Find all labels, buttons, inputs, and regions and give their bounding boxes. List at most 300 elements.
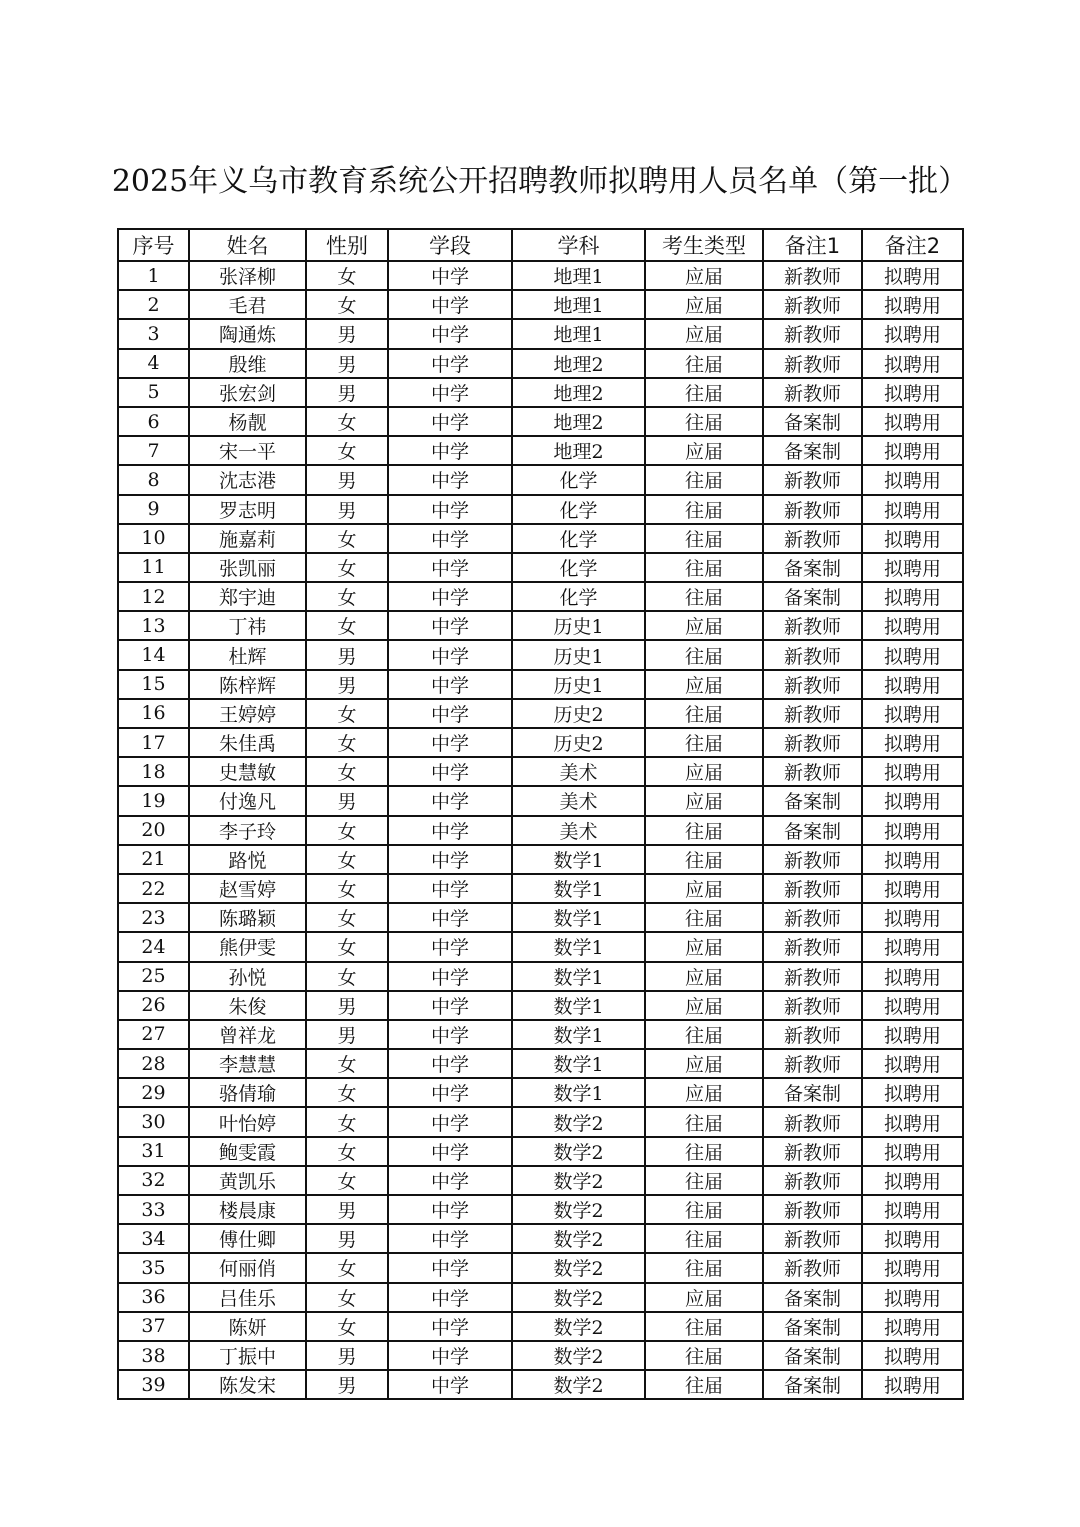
cell-candidate-type: 往届 [645, 728, 763, 757]
cell-subject: 数学2 [512, 1283, 645, 1312]
cell-index: 36 [118, 1283, 189, 1312]
cell-name: 黄凯乐 [189, 1166, 306, 1195]
cell-stage: 中学 [388, 1253, 512, 1282]
cell-note1: 新教师 [763, 1020, 862, 1049]
cell-note1: 新教师 [763, 1049, 862, 1078]
cell-note1: 新教师 [763, 728, 862, 757]
cell-note2: 拟聘用 [862, 349, 963, 378]
cell-note2: 拟聘用 [862, 1078, 963, 1107]
column-header-note2: 备注2 [862, 229, 963, 261]
cell-subject: 数学1 [512, 903, 645, 932]
cell-note1: 新教师 [763, 378, 862, 407]
cell-gender: 男 [306, 1370, 388, 1399]
cell-note1: 新教师 [763, 1137, 862, 1166]
cell-stage: 中学 [388, 465, 512, 494]
cell-name: 孙悦 [189, 962, 306, 991]
cell-note2: 拟聘用 [862, 582, 963, 611]
table-row [118, 611, 963, 640]
cell-note2: 拟聘用 [862, 319, 963, 348]
cell-index: 21 [118, 845, 189, 874]
cell-gender: 女 [306, 524, 388, 553]
cell-subject: 数学1 [512, 874, 645, 903]
cell-note2: 拟聘用 [862, 816, 963, 845]
cell-index: 10 [118, 524, 189, 553]
table-row [118, 349, 963, 378]
table-row [118, 640, 963, 669]
cell-index: 12 [118, 582, 189, 611]
cell-index: 16 [118, 699, 189, 728]
cell-index: 15 [118, 670, 189, 699]
cell-index: 33 [118, 1195, 189, 1224]
cell-stage: 中学 [388, 757, 512, 786]
cell-candidate-type: 往届 [645, 1107, 763, 1136]
cell-note1: 备案制 [763, 436, 862, 465]
cell-note1: 新教师 [763, 699, 862, 728]
cell-stage: 中学 [388, 1283, 512, 1312]
cell-name: 赵雪婷 [189, 874, 306, 903]
cell-candidate-type: 往届 [645, 816, 763, 845]
cell-gender: 女 [306, 932, 388, 961]
cell-candidate-type: 往届 [645, 1224, 763, 1253]
cell-index: 17 [118, 728, 189, 757]
cell-subject: 化学 [512, 524, 645, 553]
cell-name: 李子玲 [189, 816, 306, 845]
cell-index: 1 [118, 261, 189, 290]
cell-note1: 新教师 [763, 1166, 862, 1195]
cell-stage: 中学 [388, 816, 512, 845]
cell-stage: 中学 [388, 728, 512, 757]
cell-candidate-type: 往届 [645, 495, 763, 524]
table-row [118, 436, 963, 465]
cell-subject: 数学2 [512, 1107, 645, 1136]
cell-candidate-type: 应届 [645, 436, 763, 465]
cell-stage: 中学 [388, 407, 512, 436]
cell-subject: 数学1 [512, 1020, 645, 1049]
table-row [118, 1370, 963, 1399]
cell-index: 9 [118, 495, 189, 524]
column-header-gender: 性别 [306, 229, 388, 261]
cell-note1: 新教师 [763, 319, 862, 348]
cell-subject: 美术 [512, 786, 645, 815]
cell-index: 7 [118, 436, 189, 465]
cell-index: 31 [118, 1137, 189, 1166]
cell-gender: 男 [306, 349, 388, 378]
table-row [118, 874, 963, 903]
cell-candidate-type: 应届 [645, 932, 763, 961]
cell-note2: 拟聘用 [862, 290, 963, 319]
cell-subject: 历史2 [512, 728, 645, 757]
cell-subject: 地理1 [512, 261, 645, 290]
cell-index: 25 [118, 962, 189, 991]
cell-name: 傅仕卿 [189, 1224, 306, 1253]
cell-index: 22 [118, 874, 189, 903]
cell-name: 杜辉 [189, 640, 306, 669]
cell-subject: 地理1 [512, 319, 645, 348]
table-row [118, 378, 963, 407]
cell-candidate-type: 往届 [645, 465, 763, 494]
cell-candidate-type: 往届 [645, 553, 763, 582]
cell-note2: 拟聘用 [862, 845, 963, 874]
cell-subject: 地理2 [512, 407, 645, 436]
cell-gender: 女 [306, 757, 388, 786]
cell-note2: 拟聘用 [862, 553, 963, 582]
cell-note2: 拟聘用 [862, 1049, 963, 1078]
cell-gender: 女 [306, 728, 388, 757]
cell-subject: 化学 [512, 495, 645, 524]
cell-stage: 中学 [388, 1312, 512, 1341]
cell-gender: 男 [306, 786, 388, 815]
cell-note2: 拟聘用 [862, 1341, 963, 1370]
header-row [118, 229, 963, 261]
cell-stage: 中学 [388, 261, 512, 290]
cell-index: 19 [118, 786, 189, 815]
cell-stage: 中学 [388, 524, 512, 553]
cell-index: 2 [118, 290, 189, 319]
cell-stage: 中学 [388, 962, 512, 991]
cell-gender: 女 [306, 1049, 388, 1078]
cell-note1: 新教师 [763, 640, 862, 669]
cell-note2: 拟聘用 [862, 1224, 963, 1253]
cell-gender: 女 [306, 816, 388, 845]
cell-index: 39 [118, 1370, 189, 1399]
cell-note2: 拟聘用 [862, 524, 963, 553]
table-row [118, 1312, 963, 1341]
cell-index: 27 [118, 1020, 189, 1049]
cell-subject: 化学 [512, 553, 645, 582]
table-row [118, 261, 963, 290]
cell-candidate-type: 应届 [645, 319, 763, 348]
cell-index: 5 [118, 378, 189, 407]
cell-subject: 数学2 [512, 1166, 645, 1195]
cell-note1: 新教师 [763, 349, 862, 378]
cell-gender: 男 [306, 1224, 388, 1253]
cell-candidate-type: 往届 [645, 845, 763, 874]
cell-subject: 化学 [512, 582, 645, 611]
cell-note1: 新教师 [763, 757, 862, 786]
cell-note2: 拟聘用 [862, 728, 963, 757]
table-row [118, 524, 963, 553]
cell-gender: 女 [306, 407, 388, 436]
cell-subject: 数学1 [512, 845, 645, 874]
cell-subject: 数学2 [512, 1137, 645, 1166]
cell-note1: 备案制 [763, 1341, 862, 1370]
cell-name: 陈梓辉 [189, 670, 306, 699]
cell-index: 11 [118, 553, 189, 582]
cell-gender: 男 [306, 1341, 388, 1370]
cell-stage: 中学 [388, 319, 512, 348]
cell-name: 路悦 [189, 845, 306, 874]
cell-index: 6 [118, 407, 189, 436]
cell-note1: 备案制 [763, 1312, 862, 1341]
cell-gender: 男 [306, 319, 388, 348]
cell-name: 殷维 [189, 349, 306, 378]
table-row [118, 1107, 963, 1136]
cell-index: 30 [118, 1107, 189, 1136]
cell-subject: 地理2 [512, 436, 645, 465]
cell-note2: 拟聘用 [862, 1312, 963, 1341]
cell-name: 叶怡婷 [189, 1107, 306, 1136]
cell-subject: 地理2 [512, 349, 645, 378]
cell-stage: 中学 [388, 290, 512, 319]
table-row [118, 903, 963, 932]
cell-name: 罗志明 [189, 495, 306, 524]
cell-candidate-type: 往届 [645, 524, 763, 553]
table-row [118, 1137, 963, 1166]
cell-note1: 新教师 [763, 670, 862, 699]
cell-note1: 备案制 [763, 816, 862, 845]
cell-index: 35 [118, 1253, 189, 1282]
cell-gender: 女 [306, 1166, 388, 1195]
cell-stage: 中学 [388, 903, 512, 932]
cell-candidate-type: 应届 [645, 1078, 763, 1107]
cell-stage: 中学 [388, 786, 512, 815]
table-row [118, 1020, 963, 1049]
cell-subject: 数学2 [512, 1253, 645, 1282]
table-row [118, 465, 963, 494]
cell-note2: 拟聘用 [862, 611, 963, 640]
cell-note2: 拟聘用 [862, 1195, 963, 1224]
cell-note1: 新教师 [763, 874, 862, 903]
cell-note2: 拟聘用 [862, 1370, 963, 1399]
cell-name: 张宏剑 [189, 378, 306, 407]
cell-subject: 数学2 [512, 1370, 645, 1399]
cell-gender: 女 [306, 903, 388, 932]
cell-stage: 中学 [388, 1137, 512, 1166]
cell-note1: 新教师 [763, 261, 862, 290]
cell-gender: 男 [306, 670, 388, 699]
cell-gender: 女 [306, 845, 388, 874]
cell-note1: 新教师 [763, 495, 862, 524]
cell-note1: 新教师 [763, 611, 862, 640]
cell-candidate-type: 应届 [645, 962, 763, 991]
cell-subject: 数学1 [512, 962, 645, 991]
cell-name: 陶通炼 [189, 319, 306, 348]
cell-stage: 中学 [388, 991, 512, 1020]
table-row [118, 786, 963, 815]
cell-stage: 中学 [388, 611, 512, 640]
cell-note2: 拟聘用 [862, 436, 963, 465]
cell-name: 王婷婷 [189, 699, 306, 728]
cell-note2: 拟聘用 [862, 1166, 963, 1195]
cell-stage: 中学 [388, 845, 512, 874]
table-row [118, 582, 963, 611]
table-row [118, 728, 963, 757]
cell-index: 18 [118, 757, 189, 786]
cell-stage: 中学 [388, 1166, 512, 1195]
cell-stage: 中学 [388, 349, 512, 378]
cell-candidate-type: 应届 [645, 786, 763, 815]
cell-note1: 新教师 [763, 845, 862, 874]
cell-candidate-type: 往届 [645, 378, 763, 407]
cell-name: 付逸凡 [189, 786, 306, 815]
cell-note2: 拟聘用 [862, 495, 963, 524]
column-header-stage: 学段 [388, 229, 512, 261]
cell-note2: 拟聘用 [862, 465, 963, 494]
cell-name: 陈妍 [189, 1312, 306, 1341]
cell-note2: 拟聘用 [862, 699, 963, 728]
table-row [118, 670, 963, 699]
cell-candidate-type: 往届 [645, 1370, 763, 1399]
table-row [118, 1253, 963, 1282]
table-row [118, 1195, 963, 1224]
cell-name: 杨靓 [189, 407, 306, 436]
cell-subject: 化学 [512, 465, 645, 494]
cell-subject: 数学1 [512, 1078, 645, 1107]
cell-candidate-type: 往届 [645, 903, 763, 932]
cell-candidate-type: 往届 [645, 640, 763, 669]
cell-index: 34 [118, 1224, 189, 1253]
cell-subject: 历史1 [512, 640, 645, 669]
cell-subject: 数学2 [512, 1341, 645, 1370]
cell-candidate-type: 应届 [645, 1283, 763, 1312]
table-row [118, 495, 963, 524]
table-row [118, 757, 963, 786]
cell-name: 楼晨康 [189, 1195, 306, 1224]
cell-candidate-type: 往届 [645, 582, 763, 611]
table-row [118, 290, 963, 319]
cell-name: 张泽柳 [189, 261, 306, 290]
cell-gender: 女 [306, 699, 388, 728]
cell-stage: 中学 [388, 670, 512, 699]
cell-name: 郑宇迪 [189, 582, 306, 611]
cell-index: 29 [118, 1078, 189, 1107]
cell-gender: 男 [306, 1195, 388, 1224]
cell-note1: 新教师 [763, 465, 862, 494]
cell-stage: 中学 [388, 1049, 512, 1078]
cell-index: 4 [118, 349, 189, 378]
cell-index: 8 [118, 465, 189, 494]
cell-note2: 拟聘用 [862, 903, 963, 932]
cell-name: 施嘉莉 [189, 524, 306, 553]
table-row [118, 407, 963, 436]
cell-stage: 中学 [388, 874, 512, 903]
cell-index: 37 [118, 1312, 189, 1341]
cell-subject: 历史1 [512, 611, 645, 640]
cell-subject: 地理1 [512, 290, 645, 319]
cell-candidate-type: 往届 [645, 699, 763, 728]
table-row [118, 1283, 963, 1312]
column-header-note1: 备注1 [763, 229, 862, 261]
cell-candidate-type: 应届 [645, 290, 763, 319]
cell-stage: 中学 [388, 1078, 512, 1107]
column-header-index: 序号 [118, 229, 189, 261]
cell-note1: 备案制 [763, 1283, 862, 1312]
cell-name: 陈发宋 [189, 1370, 306, 1399]
cell-note1: 新教师 [763, 1224, 862, 1253]
cell-stage: 中学 [388, 932, 512, 961]
table-row [118, 553, 963, 582]
cell-name: 何丽俏 [189, 1253, 306, 1282]
roster-body [118, 261, 963, 1399]
cell-note1: 新教师 [763, 932, 862, 961]
cell-subject: 数学1 [512, 991, 645, 1020]
cell-gender: 女 [306, 582, 388, 611]
cell-name: 毛君 [189, 290, 306, 319]
roster-table [117, 228, 964, 1400]
cell-note2: 拟聘用 [862, 757, 963, 786]
cell-name: 李慧慧 [189, 1049, 306, 1078]
cell-subject: 数学1 [512, 1049, 645, 1078]
cell-stage: 中学 [388, 1020, 512, 1049]
table-row [118, 1049, 963, 1078]
cell-gender: 男 [306, 640, 388, 669]
cell-subject: 历史1 [512, 670, 645, 699]
table-row [118, 319, 963, 348]
cell-index: 14 [118, 640, 189, 669]
cell-candidate-type: 应届 [645, 670, 763, 699]
cell-index: 24 [118, 932, 189, 961]
cell-subject: 数学1 [512, 932, 645, 961]
column-header-subject: 学科 [512, 229, 645, 261]
cell-note2: 拟聘用 [862, 1283, 963, 1312]
cell-stage: 中学 [388, 640, 512, 669]
cell-name: 曾祥龙 [189, 1020, 306, 1049]
cell-subject: 美术 [512, 757, 645, 786]
table-row [118, 1166, 963, 1195]
cell-candidate-type: 应届 [645, 261, 763, 290]
cell-name: 丁祎 [189, 611, 306, 640]
cell-stage: 中学 [388, 582, 512, 611]
table-row [118, 962, 963, 991]
cell-subject: 美术 [512, 816, 645, 845]
cell-subject: 数学2 [512, 1224, 645, 1253]
cell-stage: 中学 [388, 1107, 512, 1136]
cell-note2: 拟聘用 [862, 407, 963, 436]
cell-stage: 中学 [388, 1224, 512, 1253]
cell-index: 26 [118, 991, 189, 1020]
cell-note2: 拟聘用 [862, 874, 963, 903]
cell-index: 3 [118, 319, 189, 348]
cell-name: 吕佳乐 [189, 1283, 306, 1312]
cell-subject: 数学2 [512, 1312, 645, 1341]
cell-candidate-type: 应届 [645, 874, 763, 903]
table-row [118, 1341, 963, 1370]
cell-name: 宋一平 [189, 436, 306, 465]
cell-gender: 女 [306, 436, 388, 465]
cell-subject: 数学2 [512, 1195, 645, 1224]
cell-note1: 新教师 [763, 1195, 862, 1224]
cell-name: 史慧敏 [189, 757, 306, 786]
cell-index: 13 [118, 611, 189, 640]
cell-candidate-type: 往届 [645, 1137, 763, 1166]
cell-note1: 备案制 [763, 1078, 862, 1107]
cell-note1: 新教师 [763, 1107, 862, 1136]
cell-gender: 女 [306, 1078, 388, 1107]
cell-note2: 拟聘用 [862, 1137, 963, 1166]
table-row [118, 1078, 963, 1107]
cell-note2: 拟聘用 [862, 786, 963, 815]
cell-stage: 中学 [388, 1341, 512, 1370]
cell-gender: 女 [306, 1253, 388, 1282]
cell-stage: 中学 [388, 1195, 512, 1224]
cell-candidate-type: 往届 [645, 1166, 763, 1195]
cell-gender: 男 [306, 465, 388, 494]
table-row [118, 991, 963, 1020]
cell-note1: 备案制 [763, 786, 862, 815]
cell-note1: 新教师 [763, 524, 862, 553]
cell-stage: 中学 [388, 495, 512, 524]
cell-candidate-type: 往届 [645, 407, 763, 436]
cell-candidate-type: 往届 [645, 1312, 763, 1341]
cell-name: 骆倩瑜 [189, 1078, 306, 1107]
cell-note2: 拟聘用 [862, 962, 963, 991]
cell-note1: 新教师 [763, 290, 862, 319]
cell-index: 32 [118, 1166, 189, 1195]
cell-candidate-type: 往届 [645, 1195, 763, 1224]
cell-note2: 拟聘用 [862, 932, 963, 961]
cell-gender: 女 [306, 874, 388, 903]
cell-name: 鲍雯霞 [189, 1137, 306, 1166]
